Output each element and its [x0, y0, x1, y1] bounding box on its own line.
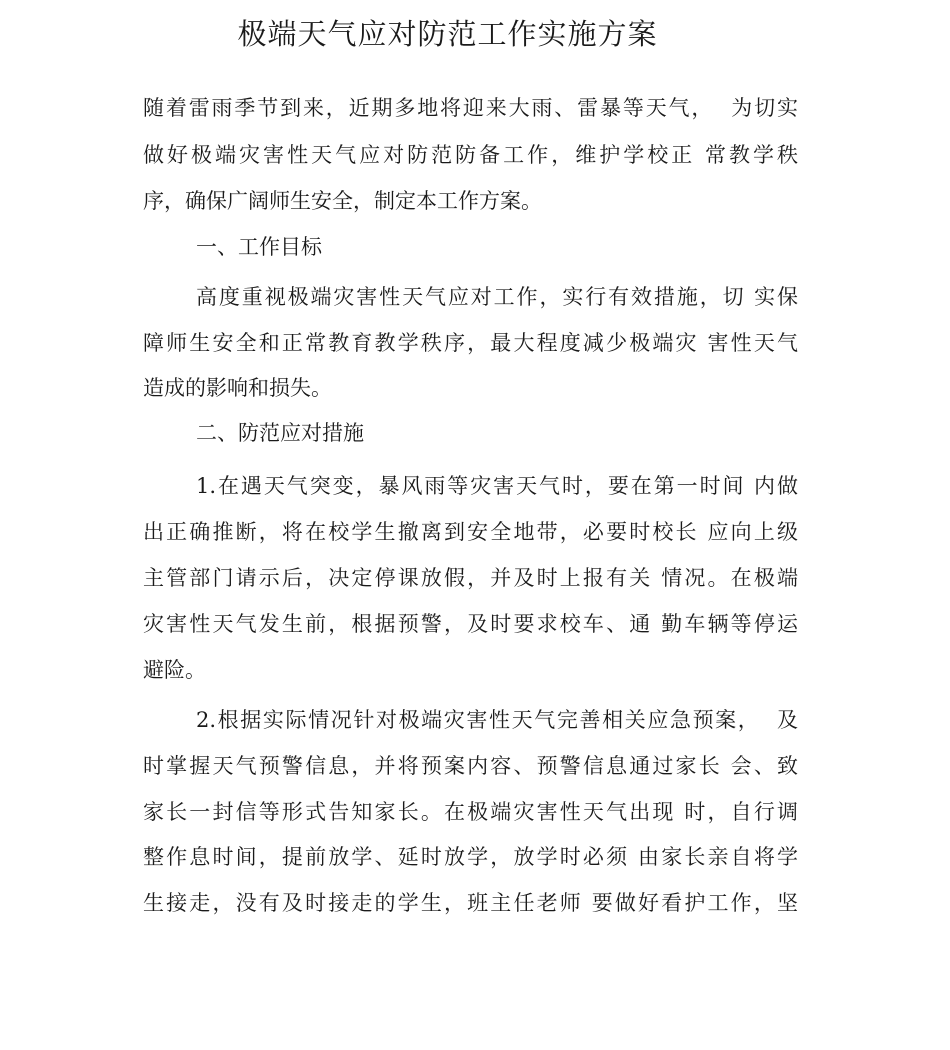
paragraph-measure-1-line-2: 出正确推断，将在校学生撤离到安全地带，必要时校长 应向上级 — [143, 520, 798, 544]
paragraph-measure-2-line-2: 时掌握天气预警信息，并将预案内容、预警信息通过家长 会、致 — [143, 754, 798, 778]
paragraph-measure-1-line-1: 1.在遇天气突变，暴风雨等灾害天气时，要在第一时间 内做 — [196, 474, 798, 498]
paragraph-measure-2-line-1: 2.根据实际情况针对极端灾害性天气完善相关应急预案， 及 — [196, 708, 798, 732]
paragraph-intro-line-1: 随着雷雨季节到来，近期多地将迎来大雨、雷暴等天气， 为切实 — [143, 96, 798, 120]
section-heading-goals: 一、工作目标 — [196, 235, 322, 259]
paragraph-measure-2-line-3: 家长一封信等形式告知家长。在极端灾害性天气出现 时，自行调 — [143, 800, 798, 824]
paragraph-measure-1-line-3: 主管部门请示后，决定停课放假，并及时上报有关 情况。在极端 — [143, 566, 798, 590]
paragraph-goals-line-1: 高度重视极端灾害性天气应对工作，实行有效措施，切 实保 — [196, 285, 798, 309]
paragraph-measure-1-line-5: 避险。 — [143, 658, 206, 682]
paragraph-intro-line-2: 做好极端灾害性天气应对防范防备工作，维护学校正 常教学秩 — [143, 143, 798, 167]
paragraph-goals-line-3: 造成的影响和损失。 — [143, 376, 332, 400]
document-title: 极端天气应对防范工作实施方案 — [237, 17, 658, 51]
paragraph-measure-1-line-4: 灾害性天气发生前，根据预警，及时要求校车、通 勤车辆等停运 — [143, 612, 798, 636]
paragraph-goals-line-2: 障师生安全和正常教育教学秩序，最大程度减少极端灾 害性天气 — [143, 331, 798, 355]
paragraph-measure-2-line-4: 整作息时间，提前放学、延时放学，放学时必须 由家长亲自将学 — [143, 845, 798, 869]
section-heading-measures: 二、防范应对措施 — [196, 421, 364, 445]
paragraph-measure-2-line-5: 生接走，没有及时接走的学生，班主任老师 要做好看护工作，坚 — [143, 891, 798, 915]
paragraph-intro-line-3: 序，确保广阔师生安全，制定本工作方案。 — [143, 189, 542, 213]
